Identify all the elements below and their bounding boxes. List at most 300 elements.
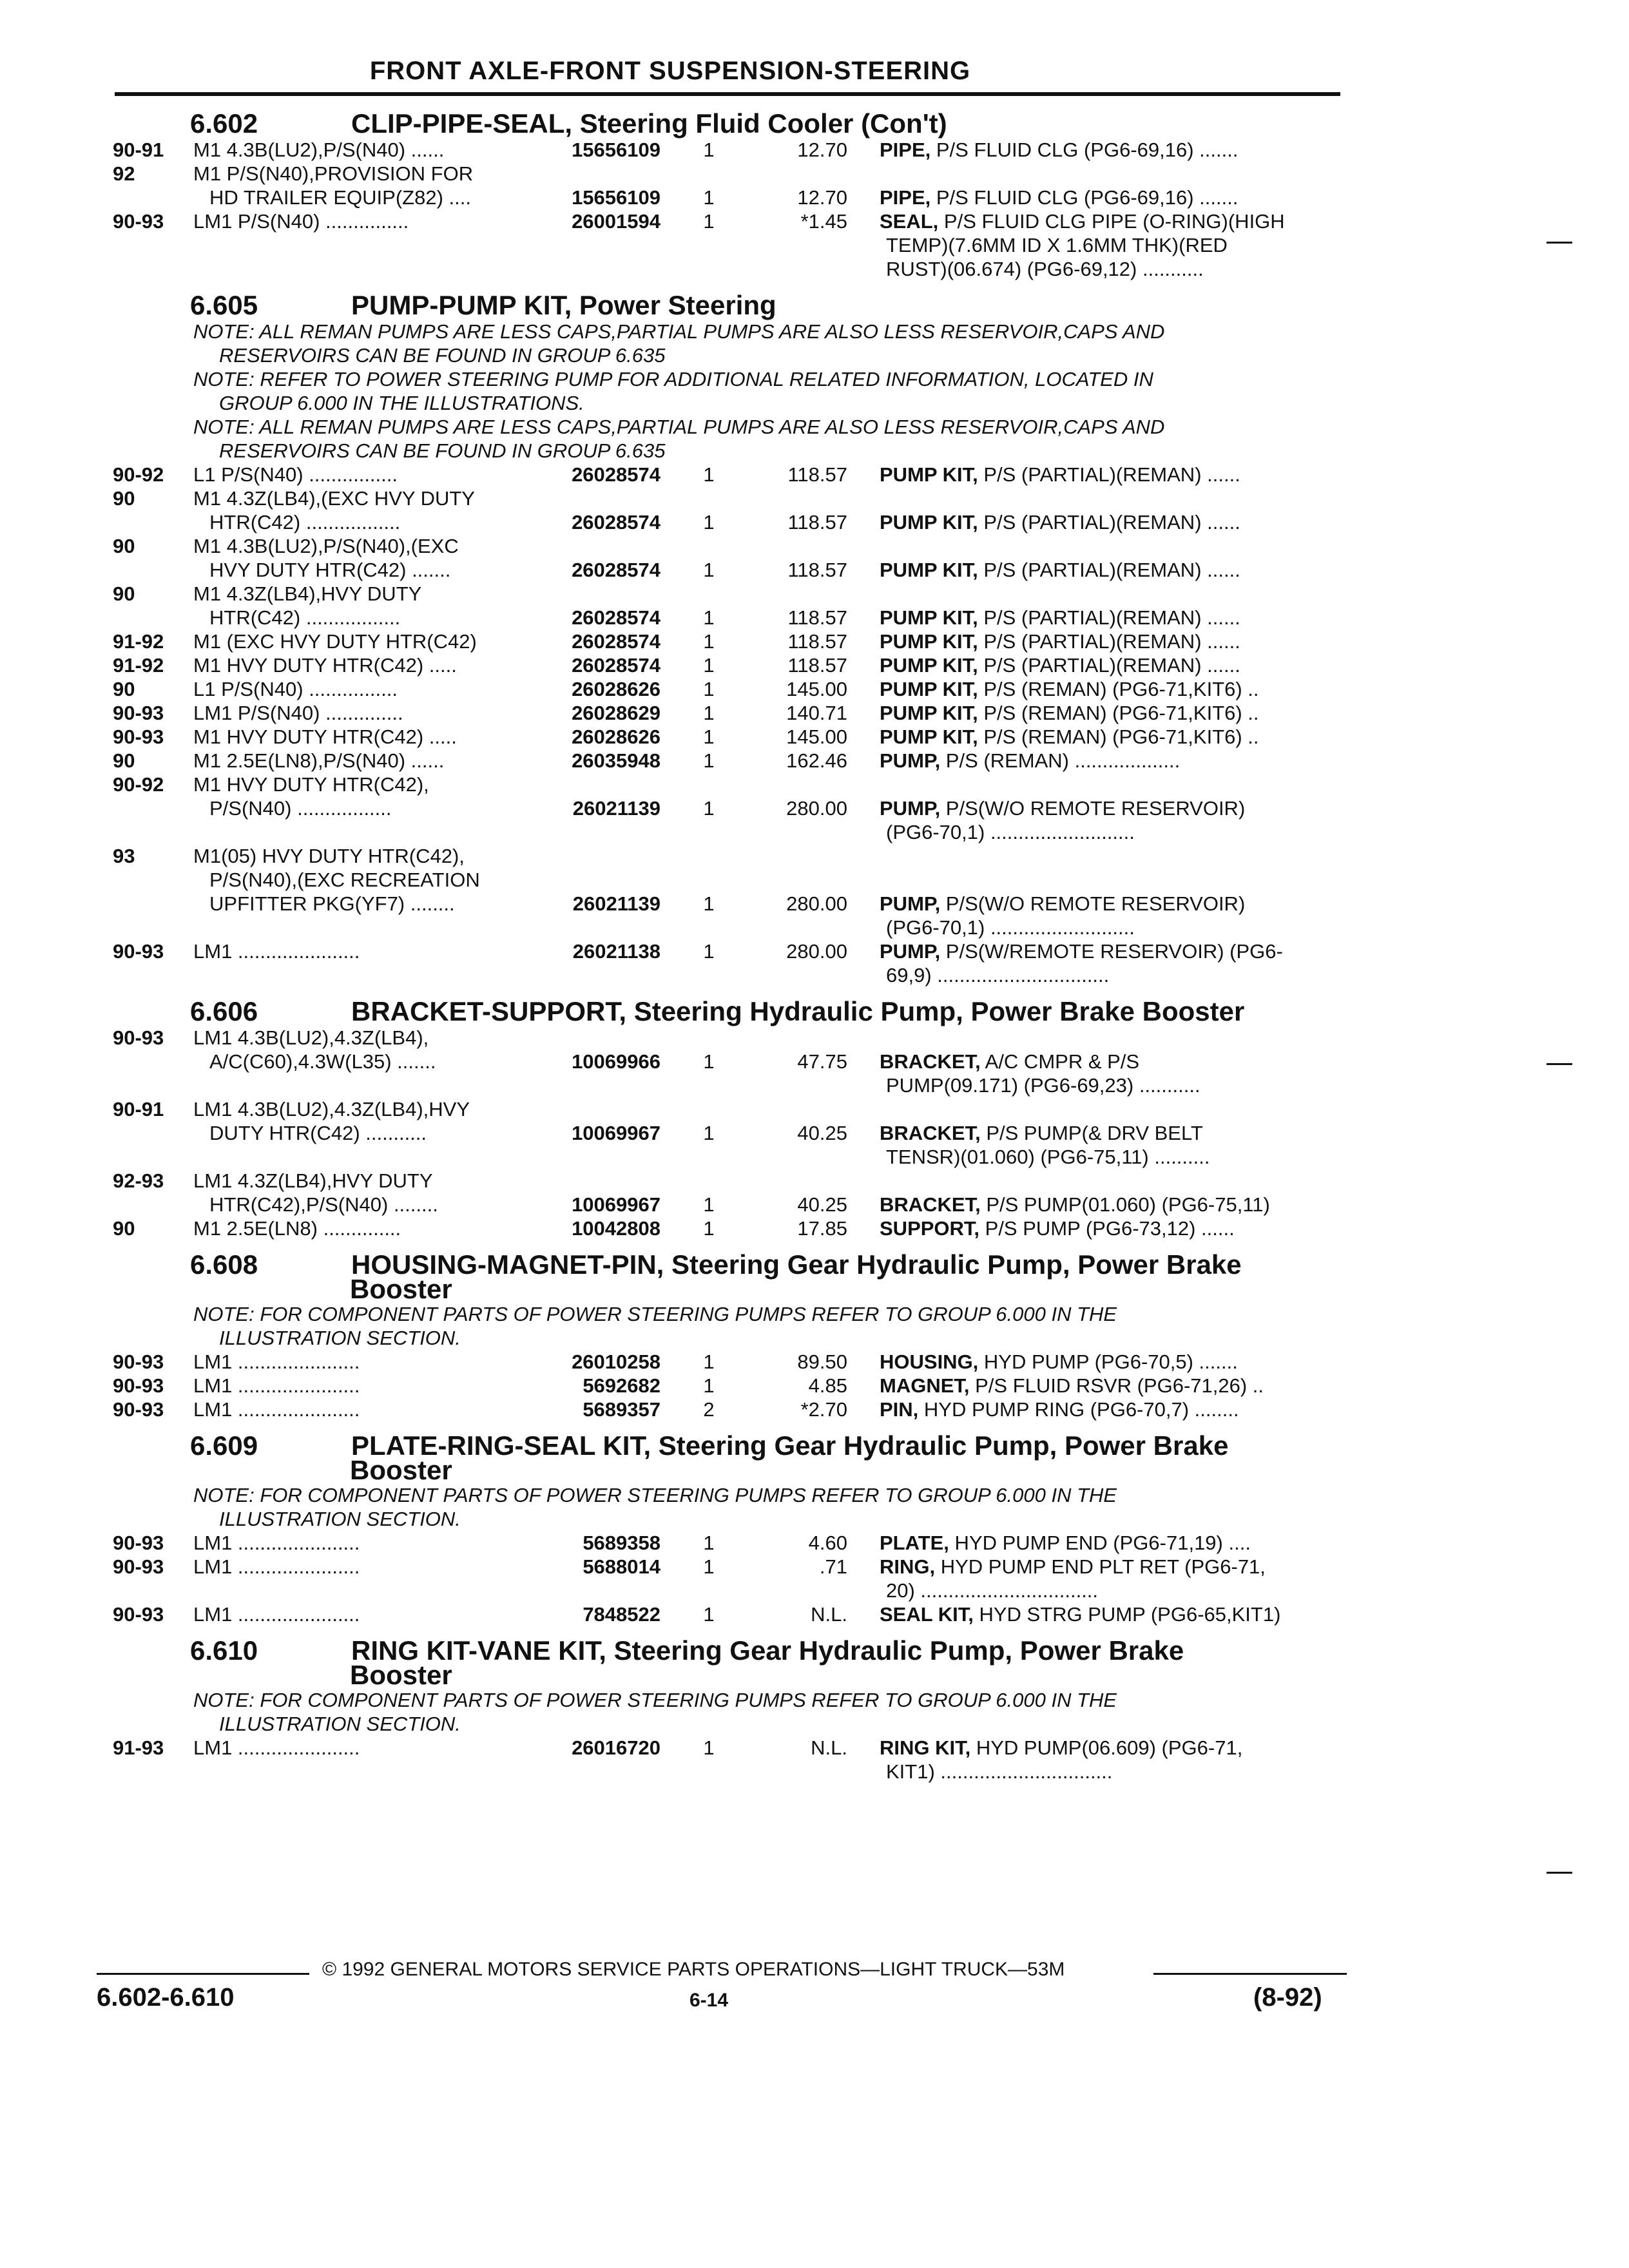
part-detail: P/S FLUID CLG (PG6-69,16) .......	[930, 186, 1239, 209]
application-description: M1 2.5E(LN8) ..............	[193, 1217, 401, 1240]
quantity: 1	[703, 139, 715, 161]
table-row	[113, 653, 1350, 677]
price: 89.50	[797, 1350, 847, 1373]
quantity: 1	[703, 726, 715, 748]
price: 17.85	[797, 1217, 847, 1240]
part-name: PUMP KIT,	[880, 511, 978, 533]
table-row	[113, 1579, 1350, 1602]
part-description	[880, 1374, 1264, 1398]
part-description	[880, 1121, 1203, 1145]
application-description: LM1 ......................	[193, 1555, 360, 1578]
part-detail: HYD PUMP END PLT RET (PG6-71,	[935, 1555, 1266, 1578]
section-title-continued: Booster	[350, 1660, 452, 1690]
note-text: NOTE: FOR COMPONENT PARTS OF POWER STEERING PUMPS REFER TO GROUP 6.000 IN THE	[193, 1689, 1117, 1711]
table-row	[113, 186, 1350, 209]
section-heading	[113, 1630, 1350, 1665]
price: 145.00	[786, 678, 847, 700]
quantity: 1	[703, 1193, 715, 1216]
model-year: 90-93	[113, 1603, 164, 1626]
section-note	[113, 1302, 1350, 1326]
quantity: 1	[703, 630, 715, 653]
part-name: BRACKET,	[880, 1050, 981, 1073]
part-number: 5688014	[583, 1555, 660, 1578]
note-text: GROUP 6.000 IN THE ILLUSTRATIONS.	[219, 392, 584, 414]
margin-mark	[1547, 1063, 1572, 1065]
part-number: 7848522	[583, 1603, 660, 1626]
part-number: 15656109	[572, 186, 660, 209]
section-title: CLIP-PIPE-SEAL, Steering Fluid Cooler (Con't)	[351, 108, 947, 139]
price: 145.00	[786, 726, 847, 748]
part-number: 26021139	[572, 797, 660, 820]
application-description: LM1 4.3Z(LB4),HVY DUTY	[193, 1169, 433, 1192]
note-text: NOTE: REFER TO POWER STEERING PUMP FOR ADDITIONAL RELATED INFORMATION, LOCATED IN	[193, 368, 1153, 390]
part-description	[880, 1555, 1266, 1579]
part-name: MAGNET,	[880, 1374, 970, 1397]
table-row	[113, 463, 1350, 486]
section-heading	[113, 285, 1350, 320]
table-row	[113, 963, 1350, 987]
part-description-continued: 20) ................................	[886, 1579, 1099, 1602]
quantity: 1	[703, 797, 715, 820]
table-row	[113, 138, 1350, 162]
part-description	[880, 606, 1240, 629]
part-number: 26001594	[572, 210, 660, 233]
model-year: 90-93	[113, 1398, 164, 1421]
part-description	[880, 939, 1283, 963]
note-text: RESERVOIRS CAN BE FOUND IN GROUP 6.635	[219, 344, 666, 367]
table-row	[113, 677, 1350, 701]
part-description	[880, 1050, 1139, 1073]
price: 12.70	[797, 186, 847, 209]
part-name: RING,	[880, 1555, 936, 1578]
table-row	[113, 1121, 1350, 1145]
section-note	[113, 439, 1350, 463]
quantity: 1	[703, 186, 715, 209]
part-name: SEAL KIT,	[880, 1603, 974, 1626]
table-row	[113, 582, 1350, 606]
part-detail: P/S(W/O REMOTE RESERVOIR)	[940, 892, 1246, 915]
part-description	[880, 749, 1180, 773]
model-year: 92	[113, 162, 135, 185]
table-row	[113, 486, 1350, 510]
price: 40.25	[797, 1122, 847, 1144]
quantity: 1	[703, 559, 715, 581]
price: 40.25	[797, 1193, 847, 1216]
part-description	[880, 701, 1259, 725]
note-text: ILLUSTRATION SECTION.	[219, 1508, 461, 1530]
section-heading-continued	[113, 1660, 1350, 1690]
part-number: 5689357	[583, 1398, 660, 1421]
quantity: 1	[703, 1122, 715, 1144]
part-name: PUMP KIT,	[880, 702, 978, 724]
part-name: PIN,	[880, 1398, 919, 1421]
note-text: NOTE: ALL REMAN PUMPS ARE LESS CAPS,PARTIAL PUMPS ARE ALSO LESS RESERVOIR,CAPS AND	[193, 320, 1165, 343]
table-row	[113, 1145, 1350, 1169]
table-row	[113, 1073, 1350, 1097]
application-description: M1(05) HVY DUTY HTR(C42),	[193, 845, 465, 867]
part-name: SEAL,	[880, 210, 939, 233]
model-year: 90-92	[113, 773, 164, 796]
part-detail: HYD PUMP(06.609) (PG6-71,	[970, 1736, 1243, 1759]
price: 118.57	[787, 630, 847, 653]
table-row	[113, 558, 1350, 582]
model-year: 93	[113, 845, 135, 867]
note-text: ILLUSTRATION SECTION.	[219, 1713, 461, 1735]
application-description: DUTY HTR(C42) ...........	[209, 1122, 427, 1144]
part-number: 26028574	[572, 606, 660, 629]
part-name: PUMP KIT,	[880, 606, 978, 629]
part-number: 26010258	[572, 1350, 660, 1373]
part-detail: P/S FLUID CLG PIPE (O-RING)(HIGH	[938, 210, 1285, 233]
part-number: 26028626	[572, 678, 660, 700]
part-description	[880, 653, 1240, 677]
table-row	[113, 796, 1350, 820]
note-text: NOTE: FOR COMPONENT PARTS OF POWER STEERING PUMPS REFER TO GROUP 6.000 IN THE	[193, 1484, 1117, 1506]
note-text: NOTE: FOR COMPONENT PARTS OF POWER STEERING PUMPS REFER TO GROUP 6.000 IN THE	[193, 1303, 1117, 1325]
part-description	[880, 629, 1240, 653]
part-number: 26028574	[572, 654, 660, 677]
model-year: 90	[113, 1217, 135, 1240]
part-name: PUMP KIT,	[880, 630, 978, 653]
part-detail: HYD PUMP RING (PG6-70,7) ........	[918, 1398, 1239, 1421]
table-row	[113, 868, 1350, 892]
price: 118.57	[787, 606, 847, 629]
margin-mark	[1547, 1872, 1572, 1874]
table-row	[113, 1169, 1350, 1193]
section-number: 6.608	[190, 1249, 258, 1280]
part-name: HOUSING,	[880, 1350, 979, 1373]
table-row	[113, 1760, 1350, 1783]
table-row	[113, 606, 1350, 629]
part-name: PUMP,	[880, 892, 941, 915]
section-note	[113, 391, 1350, 415]
section-title: HOUSING-MAGNET-PIN, Steering Gear Hydraulic Pump, Power Brake	[351, 1249, 1242, 1280]
table-row	[113, 773, 1350, 796]
application-description: LM1 P/S(N40) ..............	[193, 702, 403, 724]
application-description: A/C(C60),4.3W(L35) .......	[209, 1050, 436, 1073]
section-note	[113, 320, 1350, 343]
part-detail: P/S (PARTIAL)(REMAN) ......	[978, 559, 1240, 581]
application-description: M1 4.3Z(LB4),HVY DUTY	[193, 582, 422, 605]
part-detail: P/S (PARTIAL)(REMAN) ......	[978, 606, 1240, 629]
table-row	[113, 725, 1350, 749]
quantity: 1	[703, 749, 715, 772]
section-heading-continued	[113, 1455, 1350, 1485]
application-description: LM1 ......................	[193, 1374, 360, 1397]
part-detail: P/S (REMAN) ...................	[940, 749, 1181, 772]
model-year: 90-93	[113, 726, 164, 748]
application-description: M1 2.5E(LN8),P/S(N40) ......	[193, 749, 445, 772]
part-detail: A/C CMPR & P/S	[980, 1050, 1140, 1073]
part-description-continued: KIT1) ...............................	[886, 1760, 1113, 1783]
table-row	[113, 892, 1350, 916]
part-number: 26035948	[572, 749, 660, 772]
part-name: PUMP KIT,	[880, 559, 978, 581]
page-number: 6-14	[689, 1990, 729, 2011]
price: *2.70	[800, 1398, 847, 1421]
quantity: 1	[703, 1374, 715, 1397]
parts-catalog-content	[113, 103, 1350, 1787]
section-note	[113, 1483, 1350, 1507]
application-description: LM1 ......................	[193, 1398, 360, 1421]
table-row	[113, 1097, 1350, 1121]
application-description: M1 4.3B(LU2),P/S(N40),(EXC	[193, 535, 459, 557]
application-description: HTR(C42) .................	[209, 606, 401, 629]
model-year: 92-93	[113, 1169, 164, 1192]
table-row	[113, 1602, 1350, 1626]
section-heading-continued	[113, 1274, 1350, 1304]
model-year: 91-92	[113, 630, 164, 653]
part-detail: P/S (PARTIAL)(REMAN) ......	[978, 630, 1240, 653]
section-note	[113, 367, 1350, 391]
part-detail: P/S (REMAN) (PG6-71,KIT6) ..	[978, 678, 1259, 700]
part-number: 10042808	[572, 1217, 660, 1240]
section-heading	[113, 1244, 1350, 1279]
table-row	[113, 1374, 1350, 1398]
model-year: 90-93	[113, 1374, 164, 1397]
section-title: BRACKET-SUPPORT, Steering Hydraulic Pump, Power Brake Booster	[351, 996, 1245, 1026]
section-note	[113, 1688, 1350, 1712]
model-year: 90	[113, 678, 135, 700]
section-note	[113, 343, 1350, 367]
model-year: 90-91	[113, 1098, 164, 1120]
application-description: HTR(C42) .................	[209, 511, 401, 533]
application-description: HD TRAILER EQUIP(Z82) ....	[209, 186, 471, 209]
part-name: PUMP KIT,	[880, 678, 978, 700]
part-detail: HYD PUMP (PG6-70,5) .......	[978, 1350, 1238, 1373]
price: 4.60	[808, 1532, 847, 1554]
model-year: 90	[113, 749, 135, 772]
model-year: 90	[113, 487, 135, 510]
model-year: 90-93	[113, 702, 164, 724]
part-name: PLATE,	[880, 1532, 949, 1554]
section-note	[113, 1507, 1350, 1531]
table-row	[113, 1531, 1350, 1555]
part-number: 15656109	[572, 139, 660, 161]
price: 118.57	[787, 559, 847, 581]
page-title: FRONT AXLE-FRONT SUSPENSION-STEERING	[369, 57, 971, 85]
quantity: 1	[703, 1603, 715, 1626]
table-row	[113, 510, 1350, 534]
part-number: 5692682	[583, 1374, 660, 1397]
part-description-continued: (PG6-70,1) ..........................	[886, 916, 1135, 939]
note-text: RESERVOIRS CAN BE FOUND IN GROUP 6.635	[219, 439, 666, 462]
section-title-continued: Booster	[350, 1455, 452, 1485]
section-number: 6.605	[190, 290, 258, 320]
price: 118.57	[787, 654, 847, 677]
part-description-continued: TEMP)(7.6MM ID X 1.6MM THK)(RED	[886, 234, 1228, 256]
quantity: 1	[703, 210, 715, 233]
table-row	[113, 1193, 1350, 1216]
price: 280.00	[786, 940, 847, 963]
part-description	[880, 1193, 1270, 1216]
part-detail: P/S (REMAN) (PG6-71,KIT6) ..	[978, 702, 1259, 724]
part-number: 10069967	[572, 1193, 660, 1216]
application-description: LM1 ......................	[193, 1736, 360, 1759]
model-year: 90-93	[113, 210, 164, 233]
price: 280.00	[786, 892, 847, 915]
price: 162.46	[786, 749, 847, 772]
application-description: LM1 ......................	[193, 1350, 360, 1373]
part-number: 26028574	[572, 630, 660, 653]
table-row	[113, 257, 1350, 281]
part-number: 26028629	[572, 702, 660, 724]
model-year: 90-93	[113, 1350, 164, 1373]
part-number: 10069966	[572, 1050, 660, 1073]
part-description	[880, 1398, 1239, 1421]
part-description	[880, 677, 1259, 701]
part-detail: P/S (REMAN) (PG6-71,KIT6) ..	[978, 726, 1259, 748]
price: 12.70	[797, 139, 847, 161]
part-number: 26028574	[572, 463, 660, 486]
table-row	[113, 534, 1350, 558]
part-detail: P/S PUMP(01.060) (PG6-75,11)	[980, 1193, 1270, 1216]
section-spacer	[113, 1783, 1350, 1787]
price: 118.57	[787, 511, 847, 533]
table-row	[113, 701, 1350, 725]
application-description: M1 HVY DUTY HTR(C42) .....	[193, 654, 457, 677]
section-title: PLATE-RING-SEAL KIT, Steering Gear Hydraulic Pump, Power Brake	[351, 1430, 1229, 1461]
part-detail: HYD STRG PUMP (PG6-65,KIT1)	[973, 1603, 1281, 1626]
part-description-continued: TENSR)(01.060) (PG6-75,11) ..........	[886, 1146, 1210, 1168]
price: 280.00	[786, 797, 847, 820]
model-year: 90-93	[113, 1026, 164, 1049]
part-description	[880, 209, 1285, 233]
table-row	[113, 233, 1350, 257]
header-rule	[115, 92, 1340, 96]
application-description: LM1 P/S(N40) ...............	[193, 210, 409, 233]
section-title: RING KIT-VANE KIT, Steering Gear Hydraulic Pump, Power Brake	[351, 1635, 1184, 1666]
application-description: M1 4.3B(LU2),P/S(N40) ......	[193, 139, 445, 161]
part-description-continued: PUMP(09.171) (PG6-69,23) ...........	[886, 1074, 1200, 1097]
part-name: PUMP,	[880, 749, 941, 772]
quantity: 1	[703, 1555, 715, 1578]
table-row	[113, 1350, 1350, 1374]
section-note	[113, 1326, 1350, 1350]
margin-mark	[1547, 242, 1572, 244]
table-row	[113, 1555, 1350, 1579]
part-name: PUMP KIT,	[880, 726, 978, 748]
application-description: L1 P/S(N40) ................	[193, 678, 398, 700]
quantity: 1	[703, 1350, 715, 1373]
part-number: 26028626	[572, 726, 660, 748]
part-description-continued: RUST)(06.674) (PG6-69,12) ...........	[886, 258, 1204, 280]
model-year: 90	[113, 582, 135, 605]
price: 4.85	[808, 1374, 847, 1397]
quantity: 1	[703, 654, 715, 677]
application-description: P/S(N40) .................	[209, 797, 392, 820]
part-detail: P/S FLUID CLG (PG6-69,16) .......	[930, 139, 1239, 161]
application-description: M1 4.3Z(LB4),(EXC HVY DUTY	[193, 487, 475, 510]
section-number: 6.610	[190, 1635, 258, 1666]
part-description	[880, 558, 1240, 582]
application-description: LM1 ......................	[193, 1603, 360, 1626]
part-description-continued: (PG6-70,1) ..........................	[886, 821, 1135, 843]
application-description: LM1 4.3B(LU2),4.3Z(LB4),	[193, 1026, 429, 1049]
part-description	[880, 1216, 1235, 1240]
part-number: 26021138	[572, 940, 660, 963]
table-row	[113, 1216, 1350, 1240]
part-detail: P/S(W/O REMOTE RESERVOIR)	[940, 797, 1246, 820]
quantity: 2	[703, 1398, 715, 1421]
application-description: UPFITTER PKG(YF7) ........	[209, 892, 455, 915]
application-description: M1 HVY DUTY HTR(C42),	[193, 773, 429, 796]
model-year: 90-93	[113, 940, 164, 963]
price: 140.71	[786, 702, 847, 724]
part-description	[880, 1736, 1242, 1760]
page-range: 6.602-6.610	[97, 1983, 235, 2012]
part-name: PUMP,	[880, 797, 941, 820]
part-name: PIPE,	[880, 139, 931, 161]
part-description	[880, 1350, 1238, 1374]
part-description	[880, 796, 1245, 820]
part-description	[880, 463, 1240, 486]
part-detail: P/S(W/REMOTE RESERVOIR) (PG6-	[940, 940, 1283, 963]
table-row	[113, 1398, 1350, 1421]
part-description	[880, 510, 1240, 534]
table-row	[113, 820, 1350, 844]
section-heading	[113, 103, 1350, 138]
revision-date: (8-92)	[1253, 1983, 1322, 2012]
application-description: LM1 4.3B(LU2),4.3Z(LB4),HVY	[193, 1098, 470, 1120]
model-year: 90	[113, 535, 135, 557]
part-number: 26021139	[572, 892, 660, 915]
footer-rule-left	[97, 1973, 309, 1975]
price: 47.75	[797, 1050, 847, 1073]
price: N.L.	[811, 1603, 847, 1626]
application-description: P/S(N40),(EXC RECREATION	[209, 869, 480, 891]
part-number: 26028574	[572, 511, 660, 533]
part-name: BRACKET,	[880, 1193, 981, 1216]
section-heading	[113, 1425, 1350, 1460]
quantity: 1	[703, 1736, 715, 1759]
part-description	[880, 892, 1245, 916]
section-number: 6.602	[190, 108, 258, 139]
table-row	[113, 916, 1350, 939]
part-name: BRACKET,	[880, 1122, 981, 1144]
part-number: 5689358	[583, 1532, 660, 1554]
copyright-notice: © 1992 GENERAL MOTORS SERVICE PARTS OPERATIONS—LIGHT TRUCK—53M	[322, 1959, 1065, 1980]
part-detail: P/S PUMP (PG6-73,12) ......	[979, 1217, 1235, 1240]
part-detail: P/S (PARTIAL)(REMAN) ......	[978, 654, 1240, 677]
quantity: 1	[703, 940, 715, 963]
part-name: PUMP KIT,	[880, 463, 978, 486]
application-description: LM1 ......................	[193, 940, 360, 963]
part-name: RING KIT,	[880, 1736, 971, 1759]
quantity: 1	[703, 678, 715, 700]
table-row	[113, 1026, 1350, 1050]
footer-rule-right	[1153, 1973, 1347, 1975]
part-name: PUMP,	[880, 940, 941, 963]
application-description: HTR(C42),P/S(N40) ........	[209, 1193, 438, 1216]
model-year: 90-93	[113, 1532, 164, 1554]
table-row	[113, 844, 1350, 868]
application-description: LM1 ......................	[193, 1532, 360, 1554]
price: 118.57	[787, 463, 847, 486]
part-number: 26016720	[572, 1736, 660, 1759]
part-detail: P/S FLUID RSVR (PG6-71,26) ..	[969, 1374, 1264, 1397]
part-detail: P/S PUMP(& DRV BELT	[980, 1122, 1203, 1144]
part-number: 26028574	[572, 559, 660, 581]
price: .71	[819, 1555, 847, 1578]
section-note	[113, 1712, 1350, 1736]
application-description: M1 P/S(N40),PROVISION FOR	[193, 162, 474, 185]
part-description-continued: 69,9) ...............................	[886, 964, 1110, 986]
table-row	[113, 209, 1350, 233]
section-number: 6.609	[190, 1430, 258, 1461]
quantity: 1	[703, 1532, 715, 1554]
application-description: HVY DUTY HTR(C42) .......	[209, 559, 451, 581]
